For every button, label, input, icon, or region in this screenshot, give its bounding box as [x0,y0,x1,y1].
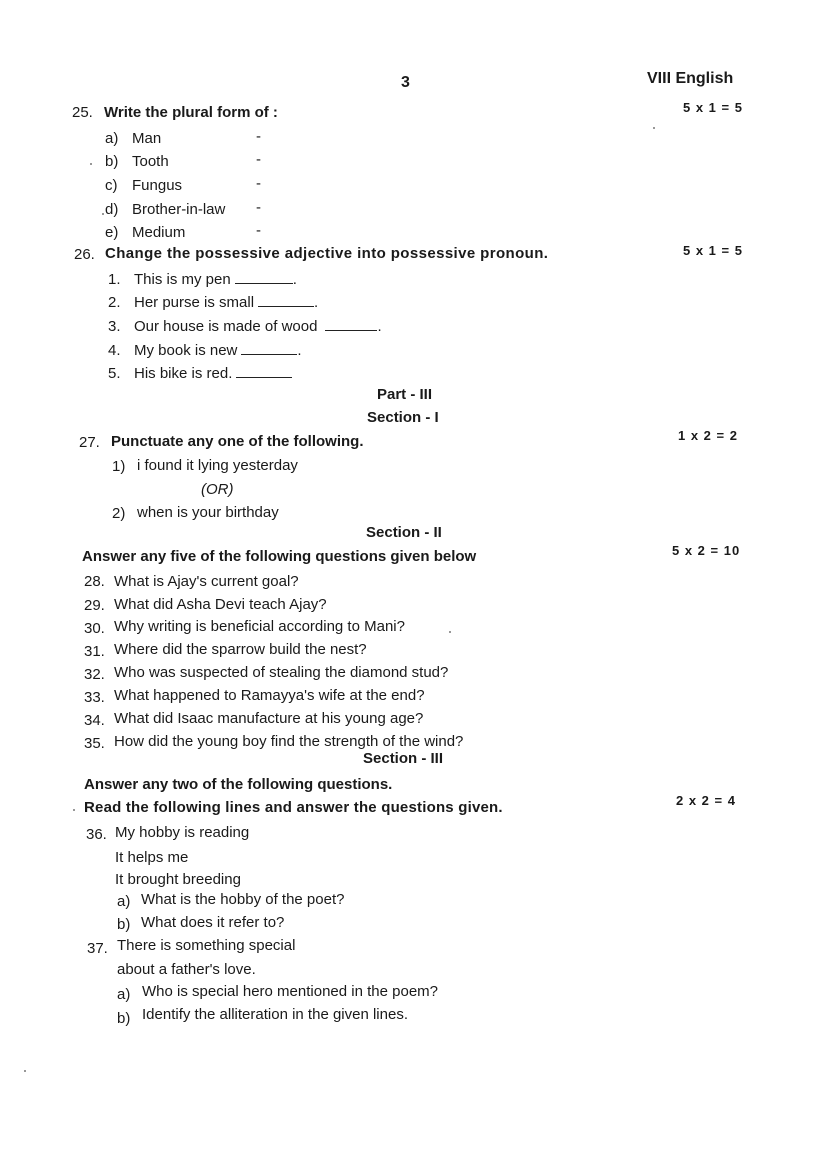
question-title: Change the possessive adjective into possessive pronoun. [105,245,549,262]
page-number: 3 [401,74,410,91]
section-title: Section - III [363,750,444,767]
sentence-text: Her purse is small [134,294,255,311]
question-text: Why writing is beneficial according to Mani? [114,618,405,635]
sentence-end: . [314,294,319,311]
sentence-end: . [377,318,382,335]
scan-speck [73,809,75,811]
question-text: Where did the sparrow build the nest? [114,641,367,658]
question-number: 32. [84,666,105,683]
poem-line: about a father's love. [117,961,256,978]
marks-label: 5 x 1 = 5 [683,243,743,258]
option-number: 1) [112,458,126,475]
question-number: 27. [79,434,100,451]
sentence-text: My book is new [134,342,238,359]
question-number: 35. [84,735,105,752]
question-text: How did the young boy find the strength of the wind? [114,733,464,750]
sentence-end: . [297,342,302,359]
sub-question: What is the hobby of the poet? [141,891,345,908]
punctuate-option: when is your birthday [137,504,279,521]
question-number: 30. [84,620,105,637]
marks-label: 5 x 1 = 5 [683,100,743,115]
item-letter: c) [105,177,118,194]
question-title: Punctuate any one of the following. [111,433,364,450]
part-title: Part - III [377,386,433,403]
marks-label: 5 x 2 = 10 [672,543,741,558]
question-number: 34. [84,712,105,729]
question-number: 33. [84,689,105,706]
question-title: Write the plural form of : [104,104,278,121]
sub-question: What does it refer to? [141,914,285,931]
item-number: 1. [108,271,121,288]
or-divider: (OR) [201,481,234,498]
answer-dash: - [256,222,261,239]
section-instruction: Read the following lines and answer the questions given. [84,799,503,816]
sentence-item [134,318,382,335]
item-number: 2. [108,294,121,311]
item-letter: e) [105,224,119,241]
question-number: 25. [72,104,93,121]
sub-letter: b) [117,916,131,933]
plural-item: Man [132,130,162,147]
question-text: What is Ajay's current goal? [114,573,299,590]
answer-dash: - [256,128,261,145]
item-number: 4. [108,342,121,359]
answer-blank [235,271,293,284]
option-number: 2) [112,505,126,522]
subject-label: VIII English [647,70,734,87]
item-letter: b) [105,153,119,170]
item-number: 3. [108,318,121,335]
marks-label: 1 x 2 = 2 [678,428,738,443]
question-number: 28. [84,573,105,590]
sentence-item [134,365,292,382]
plural-item: Medium [132,224,186,241]
section-title: Section - II [366,524,442,541]
answer-dash: - [256,199,261,216]
answer-blank [236,365,292,378]
item-number: 5. [108,365,121,382]
poem-line: It brought breeding [115,871,241,888]
scan-speck [449,631,451,633]
plural-item: Tooth [132,153,169,170]
sub-letter: b) [117,1010,131,1027]
answer-blank [258,294,314,307]
question-number: 37. [87,940,108,957]
scan-speck [102,213,104,215]
scan-speck [653,127,655,129]
question-text: What did Isaac manufacture at his young age? [114,710,424,727]
sub-letter: a) [117,893,131,910]
sub-letter: a) [117,986,131,1003]
plural-item: Fungus [132,177,183,194]
sentence-text: Our house is made of wood [134,318,318,335]
sentence-end: . [292,271,297,288]
answer-dash: - [256,175,261,192]
plural-item: Brother-in-law [132,201,226,218]
sentence-item [134,271,297,288]
question-number: 31. [84,643,105,660]
poem-line: It helps me [115,849,189,866]
sentence-item [134,342,302,359]
poem-line: My hobby is reading [115,824,250,841]
question-text: What happened to Ramayya's wife at the end? [114,687,425,704]
sentence-text: This is my pen [134,271,231,288]
marks-label: 2 x 2 = 4 [676,793,736,808]
poem-line: There is something special [117,937,296,954]
item-letter: a) [105,130,119,147]
answer-dash: - [256,151,261,168]
punctuate-option: i found it lying yesterday [137,457,298,474]
question-number: 36. [86,826,107,843]
sentence-text: His bike is red. [134,365,233,382]
sentence-item [134,294,318,311]
question-text: What did Asha Devi teach Ajay? [114,596,327,613]
answer-blank [241,342,297,355]
question-text: Who was suspected of stealing the diamond stud? [114,664,449,681]
scan-speck [90,163,92,165]
section-instruction: Answer any five of the following questions given below [82,548,477,565]
section-instruction: Answer any two of the following questions. [84,776,393,793]
answer-blank [325,318,377,331]
sub-question: Who is special hero mentioned in the poem? [142,983,439,1000]
question-number: 29. [84,597,105,614]
question-number: 26. [74,246,95,263]
scan-speck [24,1070,26,1072]
item-letter: d) [105,201,119,218]
section-title: Section - I [367,409,439,426]
sub-question: Identify the alliteration in the given lines. [142,1006,408,1023]
